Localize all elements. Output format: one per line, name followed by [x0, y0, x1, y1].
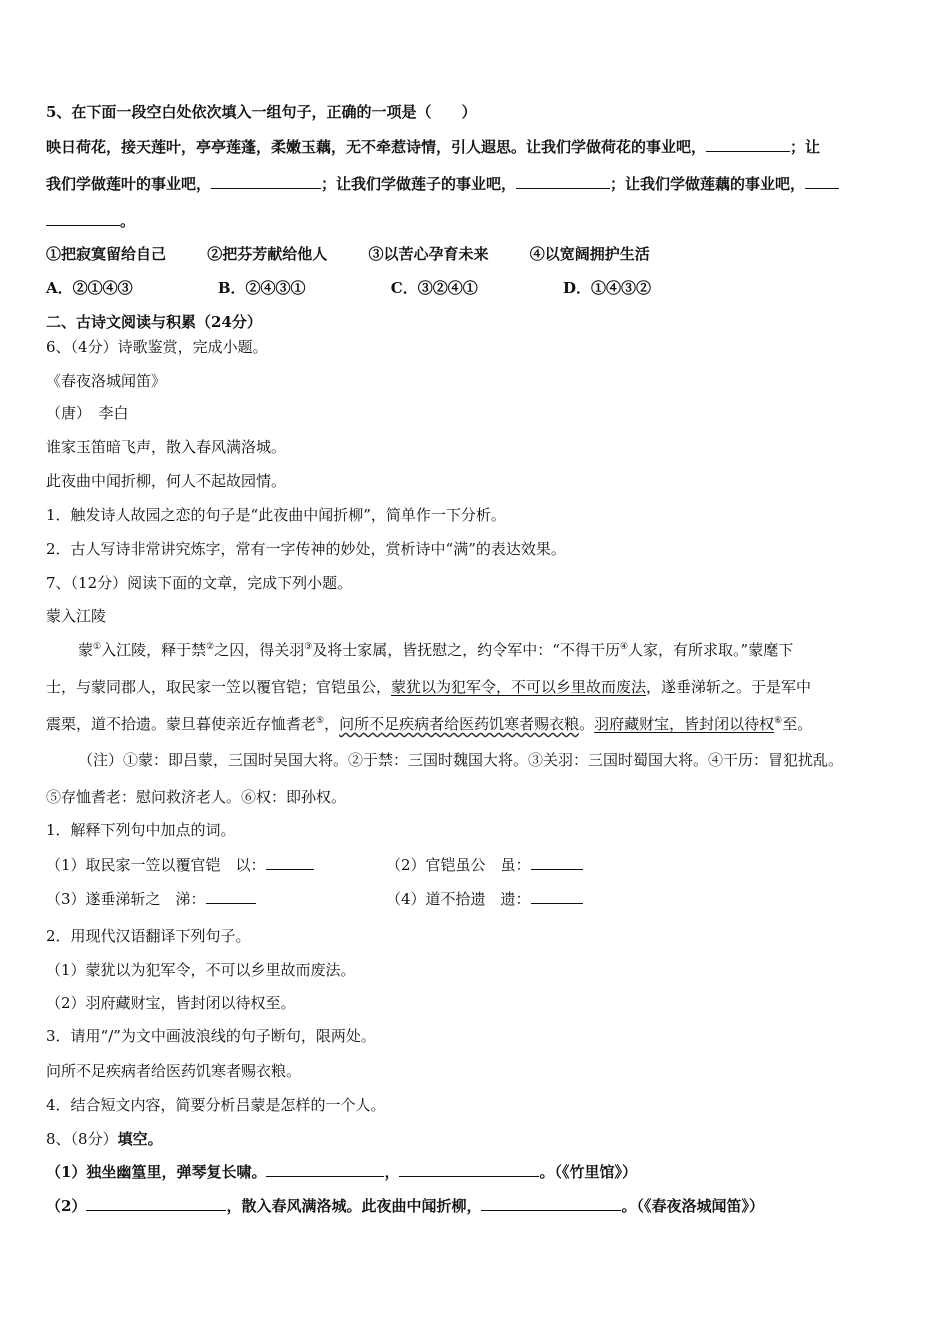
q7-stem: 7、（12分）阅读下面的文章，完成下列小题。 [46, 574, 353, 592]
q5-option-1: ①把寂寞留给自己 [46, 245, 167, 263]
q7-word-3 [46, 889, 256, 909]
q7-note-2: ⑤存恤耆老：慰问救济老人。⑥权：即孙权。 [46, 788, 347, 806]
q7-w2-label: （2）官铠虽公 虽： [386, 856, 531, 874]
q7-underlined-sentence-1: 蒙犹以为犯军令，不可以乡里故而废法 [391, 678, 647, 696]
q7-w3-label: （3）遂垂涕斩之 涕： [46, 890, 206, 908]
q7-w1-label: （1）取民家一笠以覆官铠 以： [46, 856, 266, 874]
note-ref-1: ① [93, 642, 102, 652]
q7-wavy-sentence: 问所不足疾病者给医药饥寒者赐衣粮 [339, 715, 580, 733]
q6-sub2: 2．古人写诗非常讲究炼字，常有一字传神的妙处，赏析诗中“满”的表达效果。 [46, 540, 566, 558]
q8-f2-blank-1[interactable] [86, 1196, 226, 1211]
q5-passage-3: 。 [120, 212, 136, 230]
q6-sub1: 1．触发诗人故园之恋的句子是“此夜曲中闻折柳”，简单作一下分析。 [46, 506, 506, 524]
note-ref-4: ④ [619, 642, 629, 652]
q5-passage-2b: ；让我们学做莲子的事业吧， [321, 175, 517, 193]
q7-p2-b: ，遂垂涕斩之。于是军中 [646, 678, 812, 696]
q7-sub3-text: 问所不足疾病者给医药饥寒者赐衣粮。 [46, 1062, 302, 1080]
q6-poem-line1: 谁家玉笛暗飞声，散入春风满洛城。 [46, 438, 287, 456]
q7-p3-c: 至。 [782, 715, 813, 733]
q8-f1-c: 。（《竹里馆》） [539, 1163, 637, 1181]
q7-sub4: 4．结合短文内容，简要分析吕蒙是怎样的一个人。 [46, 1096, 386, 1114]
q5-choice-d[interactable]: D．①④③② [562, 279, 651, 297]
q5-blank-4a[interactable] [805, 174, 839, 189]
q7-note-1: （注）①蒙：即吕蒙，三国时吴国大将。②于禁：三国时魏国大将。③关羽：三国时蜀国大将。④干历：冒犯扰乱。 [78, 751, 844, 769]
q7-w2-blank[interactable] [531, 855, 583, 870]
q7-p1-e: 人家，有所求取。”蒙麾下 [628, 641, 794, 659]
q5-passage-line2 [46, 174, 839, 194]
q7-title: 蒙入江陵 [46, 607, 107, 625]
q7-translate-2: （2）羽府藏财宝，皆封闭以待权至。 [46, 994, 296, 1012]
note-ref-5: ⑤ [316, 716, 325, 726]
q8-stem [46, 1129, 163, 1149]
q5-blank-1[interactable] [706, 137, 790, 152]
q7-passage-line3: 震栗，道不拾遗。蒙旦暮使亲近存恤耆老⑤，问所不足疾病者给医药饥寒者赐衣粮。羽府藏财宝，皆封闭以待权⑥至。 [46, 715, 813, 733]
note-ref-2: ② [206, 642, 215, 652]
q7-word-1 [46, 855, 314, 875]
q5-choice-c[interactable]: C．③②④① [390, 279, 478, 297]
q7-underlined-sentence-2: 羽府藏财宝，皆封闭以待权 [594, 715, 775, 733]
q7-word-4 [386, 889, 583, 909]
q7-p1-d: 及将士家属，皆抚慰之，约令军中：“不得干历 [312, 641, 620, 659]
q5-choices [46, 278, 651, 298]
q8-fill-1 [46, 1162, 637, 1182]
q5-option-2: ②把芬芳献给他人 [207, 245, 328, 263]
q5-blank-3[interactable] [516, 174, 610, 189]
q6-poem-author: （唐） 李白 [46, 404, 129, 422]
q8-f1-b: ， [384, 1163, 400, 1181]
q7-p3-b: 。 [579, 715, 595, 733]
q8-stem-a: 8、（8分） [46, 1130, 118, 1148]
q5-option-3: ③以苦心孕育未来 [368, 245, 489, 263]
q8-f2-b: ，散入春风满洛城。此夜曲中闻折柳， [226, 1197, 482, 1215]
note-ref-6: ⑥ [774, 716, 783, 726]
q5-passage-2a: 我们学做莲叶的事业吧， [46, 175, 212, 193]
q5-option-4: ④以宽阔拥护生活 [529, 245, 650, 263]
q5-passage-line1 [46, 137, 820, 157]
q8-f1-a: （1）独坐幽篁里，弹琴复长啸。 [46, 1163, 267, 1181]
q5-blank-2[interactable] [211, 174, 321, 189]
q7-p1-a: 蒙 [78, 641, 94, 659]
q5-passage-1b: ；让 [790, 138, 821, 156]
q7-p2-a: 士，与蒙同郡人，取民家一笠以覆官铠；官铠虽公， [46, 678, 392, 696]
q8-f1-blank-1[interactable] [266, 1162, 384, 1177]
q5-stem: 5、在下面一段空白处依次填入一组句子，正确的一项是（ ） [46, 103, 477, 121]
q7-passage-line2 [46, 677, 811, 697]
q7-w3-blank[interactable] [206, 889, 256, 904]
q8-f1-blank-2[interactable] [399, 1162, 539, 1177]
q7-p3-a: 震栗，道不拾遗。蒙旦暮使亲近存恤耆老 [46, 715, 317, 733]
q7-w4-label: （4）道不拾遗 遗： [386, 890, 531, 908]
q8-f2-a: （2） [46, 1197, 87, 1215]
q7-translate-1: （1）蒙犹以为犯军令，不可以乡里故而废法。 [46, 961, 356, 979]
q7-sub3: 3．请用“/”为文中画波浪线的句子断句，限两处。 [46, 1027, 376, 1045]
q7-w4-blank[interactable] [531, 889, 583, 904]
q8-f2-blank-2[interactable] [481, 1196, 621, 1211]
q7-passage-line1 [78, 640, 793, 660]
q7-sub1: 1．解释下列句中加点的词。 [46, 821, 236, 839]
q7-sub2: 2．用现代汉语翻译下列句子。 [46, 927, 251, 945]
q5-passage-line3 [46, 211, 135, 231]
q6-poem-title: 《春夜洛城闻笛》 [46, 372, 167, 390]
q7-p1-b: 入江陵，释于禁 [101, 641, 207, 659]
section2-title: 二、古诗文阅读与积累（24分） [46, 313, 262, 331]
q7-p1-c: 之囚，得关羽 [214, 641, 305, 659]
q5-choice-a[interactable]: A．②①④③ [46, 279, 133, 297]
q5-passage-2c: ；让我们学做莲藕的事业吧， [610, 175, 806, 193]
q5-passage-1a: 映日荷花，接天莲叶，亭亭莲蓬，柔嫩玉藕，无不牵惹诗情，引人遐思。让我们学做荷花的事业吧， [46, 138, 707, 156]
q8-f2-c: 。（《春夜洛城闻笛》） [621, 1197, 764, 1215]
q5-blank-4b[interactable] [46, 211, 120, 226]
q7-word-2 [386, 855, 583, 875]
q5-options [46, 244, 650, 264]
q7-w1-blank[interactable] [266, 855, 314, 870]
q6-stem: 6、（4分）诗歌鉴赏，完成小题。 [46, 338, 268, 356]
q8-stem-b: 填空。 [117, 1130, 163, 1148]
note-ref-3: ③ [304, 642, 313, 652]
q8-fill-2 [46, 1196, 764, 1216]
q6-poem-line2: 此夜曲中闻折柳，何人不起故园情。 [46, 472, 287, 490]
q5-choice-b[interactable]: B．②④③① [217, 279, 306, 297]
